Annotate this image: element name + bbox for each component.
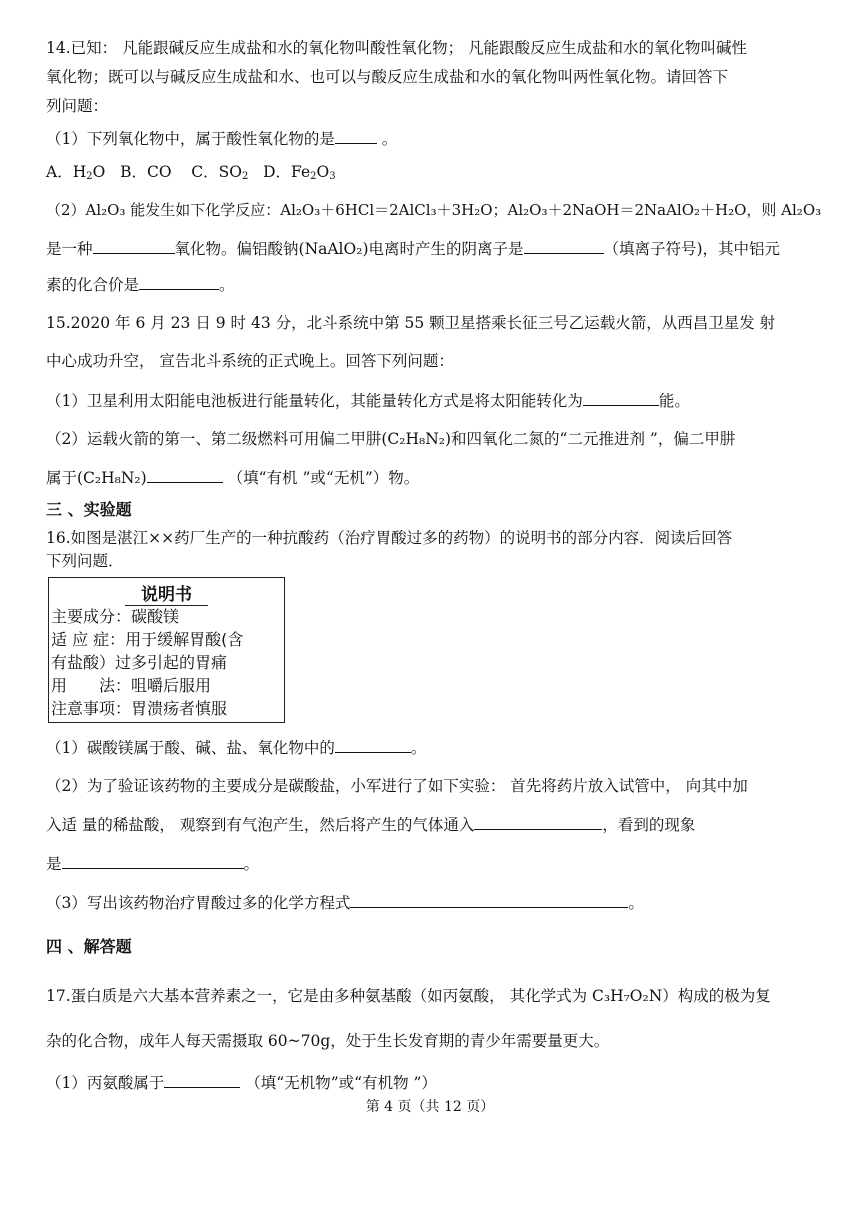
answer-blank[interactable] [164,1071,240,1088]
answer-blank[interactable] [524,237,604,254]
section-heading-answer: 四 、解答题 [46,937,132,956]
q15-part-2-line-1: （2）运载火箭的第一、第二级燃料可用偏二甲肼(C₂H₈N₂)和四氧化二氮的“二元推进剂 ”，偏二甲肼 [46,430,736,448]
medicine-instruction-box [48,577,285,723]
q17-part-1-end: （填“无机物”或“有机物 ”） [240,1074,437,1092]
answer-blank[interactable] [335,127,377,144]
q16-part-3 [46,891,644,914]
q14-part-1 [46,127,397,150]
q16-part-2-line-1: （2）为了验证该药物的主要成分是碳酸盐，小军进行了如下实验： 首先将药片放入试管中， 向其中加 [46,777,748,795]
q17-part-1-text: （1）丙氨酸属于 [46,1074,165,1092]
q17-line-1: 17.蛋白质是六大基本营养素之一，它是由多种氨基酸（如丙氨酸， 其化学式为 C₃H₇O₂N）构成的极为复 [46,987,771,1005]
answer-blank[interactable] [147,466,223,483]
instruction-row-indication: 适 应 症：用于缓解胃酸(含 [51,630,244,649]
q16-part-2-text-b: ，看到的现象 [602,816,696,834]
q15-part-1 [46,389,690,412]
page-footer: 第 4 页（共 12 页） [365,1099,495,1115]
q14-options [46,161,336,183]
q14-part-2-line-1: （2）Al₂O₃ 能发生如下化学反应：Al₂O₃＋6HCl＝2AlCl₃＋3H₂O；Al₂O₃＋2NaOH＝2NaAlO₂＋H₂O，则 Al₂O₃ [46,201,822,219]
answer-blank[interactable] [335,736,411,753]
q16-part-2-text-d: 。 [243,855,260,873]
instruction-row-caution: 注意事项：胃溃疡者慎服 [51,699,228,718]
section-heading-experiment: 三 、实验题 [46,500,132,519]
q15-line-2: 中心成功升空， 宣告北斗系统的正式晚上。回答下列问题： [46,352,454,370]
q14-part-2-text-a: 是一种 [46,240,93,258]
instruction-title: 说明书 [49,580,284,605]
answer-blank[interactable] [93,237,175,254]
q15-part-2-text-b: （填“有机 ”或“无机”）物。 [222,469,420,487]
option-d: D．$Fe_2O_3$ [263,163,336,182]
q14-part-2-text-e: 。 [219,276,235,294]
answer-blank[interactable] [583,389,659,406]
q15-part-1-end: 能。 [658,392,690,410]
q15-part-1-text: （1）卫星利用太阳能电池板进行能量转化，其能量转化方式是将太阳能转化为 [46,392,583,410]
q17-line-2: 杂的化合物，成年人每天需摄取 60~70g，处于生长发育期的青少年需要量更大。 [46,1032,610,1050]
q16-part-3-text: （3）写出该药物治疗胃酸过多的化学方程式 [46,894,351,912]
q14-part-1-text: （1）下列氧化物中，属于酸性氧化物的是 [46,130,335,148]
q14-part-2-text-c: （填离子符号)，其中铝元 [603,240,781,258]
answer-blank[interactable] [474,813,602,830]
answer-blank[interactable] [62,852,244,869]
option-b: B．CO [120,163,172,181]
q14-line-3: 列问题： [46,97,109,115]
q16-part-3-end: 。 [628,894,644,912]
q16-line-1: 16.如图是湛江××药厂生产的一种抗酸药（治疗胃酸过多的药物）的说明书的部分内容．阅读后回答 [46,529,733,547]
q16-part-1-end: 。 [410,739,427,757]
q14-part-1-end: 。 [376,130,398,148]
instruction-row-ingredient: 主要成分：碳酸镁 [51,607,180,626]
q16-line-2: 下列问题． [46,552,124,570]
instruction-row-indication-cont: 有盐酸）过多引起的胃痛 [51,653,228,672]
q14-part-2-line-3 [46,273,235,296]
q16-part-2-text-a: 入适 量的稀盐酸， 观察到有气泡产生，然后将产生的气体通入 [46,816,475,834]
q15-part-2-line-2 [46,466,419,489]
q14-line-1: 14.已知： 凡能跟碱反应生成盐和水的氧化物叫酸性氧化物； 凡能跟酸反应生成盐和水的氧化物叫碱性 [46,39,748,57]
q16-part-2-line-2 [46,813,695,836]
answer-blank[interactable] [139,273,219,290]
option-c: C．$SO_2$ [191,163,249,182]
q16-part-2-line-3 [46,852,259,875]
q15-part-2-text-a: 属于(C₂H₈N₂) [46,469,147,487]
q14-part-2-text-b: 氧化物。偏铝酸钠(NaAlO₂)电离时产生的阴离子是 [174,240,524,258]
q14-part-2-line-2 [46,237,780,260]
option-a: A．$H_2O$ [46,163,106,182]
q14-line-2: 氧化物；既可以与碱反应生成盐和水、也可以与酸反应生成盐和水的氧化物叫两性氧化物。请回答下 [46,68,729,86]
q16-part-2-text-c: 是 [46,855,62,873]
q17-part-1 [46,1071,437,1094]
q16-part-1-text: （1）碳酸镁属于酸、碱、盐、氧化物中的 [46,739,335,757]
answer-blank[interactable] [350,891,628,908]
instruction-row-usage: 用 法：咀嚼后服用 [51,676,212,695]
q15-line-1: 15.2020 年 6 月 23 日 9 时 43 分，北斗系统中第 55 颗卫星搭乘长征三号乙运载火箭，从西昌卫星发 射 [46,314,776,332]
q16-part-1 [46,736,426,759]
q14-part-2-text-d: 素的化合价是 [46,276,140,294]
